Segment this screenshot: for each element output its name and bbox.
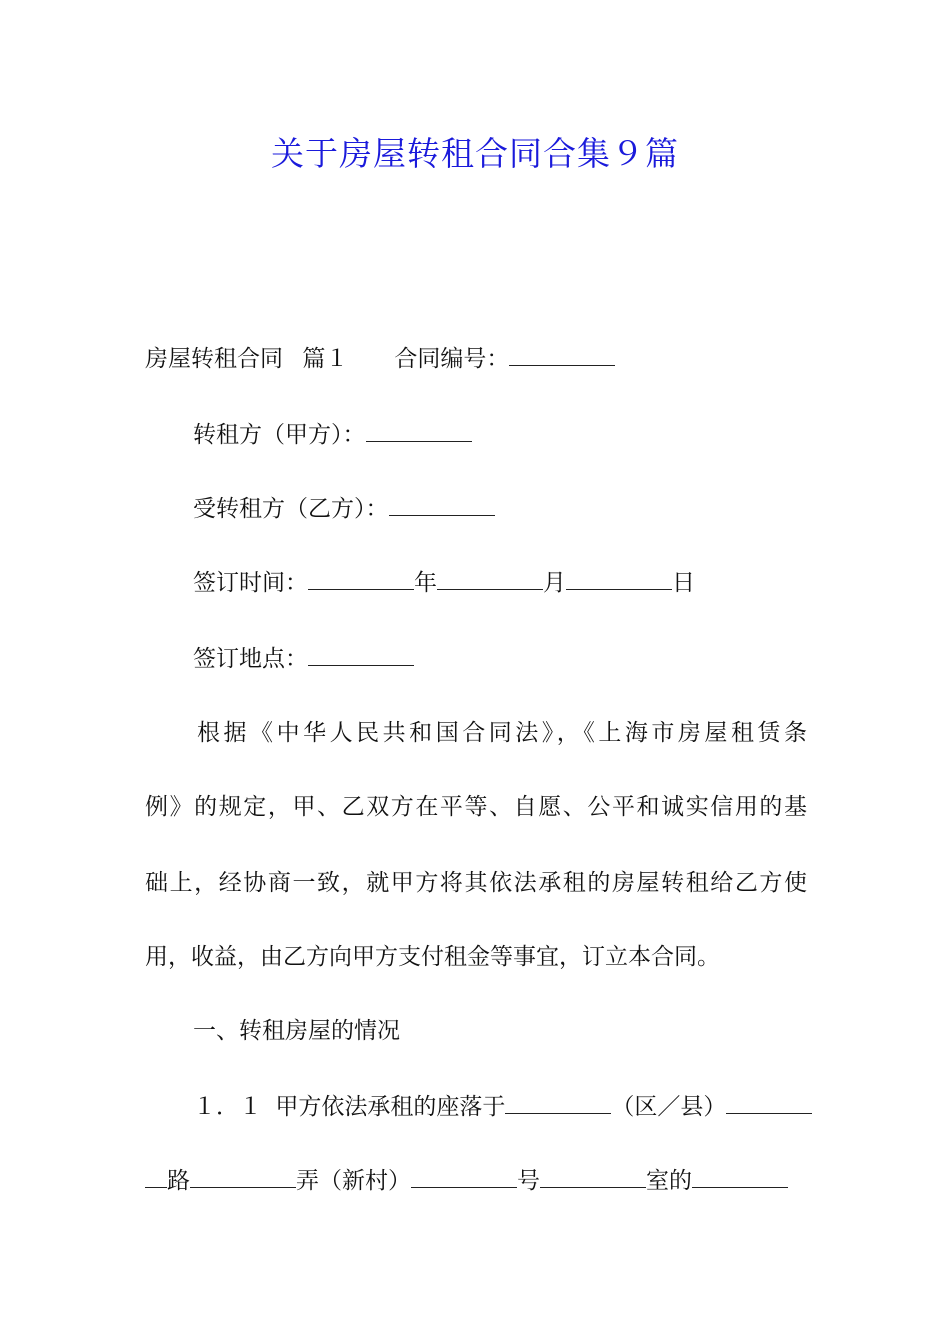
contract-part: 篇１ [302,346,349,372]
sign-place-line [193,642,414,676]
sublessor-line [193,418,472,452]
sublessor-blank [366,419,472,442]
contract-name: 房屋转租合同 [145,346,283,372]
sign-place-label: 签订地点： [193,646,308,672]
room-label: 室的 [646,1168,692,1194]
section-1-title: 一、转租房屋的情况 [193,1018,400,1044]
sublessor-label: 转租方（甲方）： [193,422,366,448]
contract-heading [145,342,615,376]
room-blank [692,1165,788,1188]
contract-no-blank [509,343,615,366]
sign-time-line [193,566,695,600]
number-label: 号 [517,1168,540,1194]
road-blank [190,1165,296,1188]
lane-blank [411,1165,517,1188]
district-label: （区／县） [611,1094,727,1120]
road-label: 路 [167,1168,190,1194]
year-blank [308,567,414,590]
sign-place-blank [308,643,414,666]
sign-time-label: 签订时间： [193,570,308,596]
clause-text: 甲方依法承租的座落于 [275,1094,506,1120]
paragraph-line-4: 用，收益，由乙方向甲方支付租金等事宜，订立本合同。 [145,944,720,970]
day-blank [566,567,672,590]
contract-no-label: 合同编号： [394,346,510,372]
paragraph-line-3: 础上，经协商一致，就甲方将其依法承租的房屋转租给乙方使 [145,870,807,896]
location-blank [505,1091,611,1114]
month-blank [437,567,543,590]
road-prefix-blank [145,1165,167,1188]
lane-label: 弄（新村） [296,1168,411,1194]
day-label: 日 [672,570,695,596]
month-label: 月 [543,570,566,596]
paragraph-line-1: 根据《中华人民共和国合同法》，《上海市房屋租赁条 [197,720,807,746]
sublessee-blank [389,493,495,516]
clause-1-1-line-2 [145,1164,788,1198]
year-label: 年 [414,570,437,596]
document-title: 关于房屋转租合同合集９篇 [271,134,679,173]
sublessee-label: 受转租方（乙方）： [193,496,389,522]
district-blank [726,1091,812,1114]
number-blank [540,1165,646,1188]
sublessee-line [193,492,495,526]
clause-1-1-line-1 [193,1090,812,1124]
clause-number: １．１ [193,1094,262,1120]
paragraph-line-2: 例》的规定，甲、乙双方在平等、自愿、公平和诚实信用的基 [145,794,807,820]
